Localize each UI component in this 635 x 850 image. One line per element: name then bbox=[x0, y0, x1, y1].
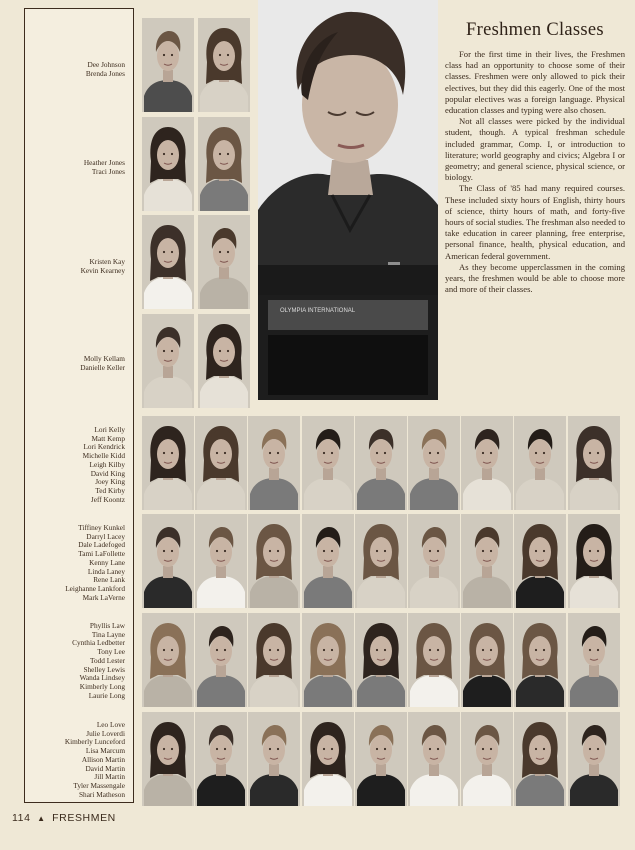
student-portrait bbox=[568, 416, 620, 510]
student-portrait bbox=[248, 416, 300, 510]
student-name: Todd Lester bbox=[90, 655, 125, 665]
student-name: Lisa Marcum bbox=[85, 746, 125, 756]
student-portrait bbox=[195, 416, 247, 510]
student-portrait bbox=[142, 613, 194, 707]
student-portrait bbox=[408, 712, 460, 806]
student-name: Kenny Lane bbox=[89, 557, 125, 567]
article bbox=[445, 20, 625, 295]
student-portrait bbox=[302, 514, 354, 608]
portrait-image bbox=[195, 613, 247, 707]
page-footer bbox=[12, 812, 116, 824]
portrait-image bbox=[142, 613, 194, 707]
student-portrait bbox=[568, 613, 620, 707]
portrait-image bbox=[142, 514, 194, 608]
portrait-image bbox=[302, 712, 354, 806]
student-name: Wanda Lindsey bbox=[79, 673, 125, 683]
portrait-image bbox=[461, 514, 513, 608]
student-name: Phyllis Law bbox=[89, 621, 125, 630]
student-name: Joey King bbox=[95, 477, 125, 487]
name-group-row4 bbox=[80, 355, 125, 372]
portrait-image bbox=[198, 215, 250, 309]
student-portrait bbox=[408, 416, 460, 510]
student-portrait bbox=[302, 613, 354, 707]
student-portrait bbox=[514, 712, 566, 806]
student-name: David Martin bbox=[85, 763, 125, 773]
portrait-image bbox=[355, 712, 407, 806]
student-name: Mark LaVerne bbox=[82, 592, 125, 602]
portrait-image bbox=[514, 613, 566, 707]
name-group-row1 bbox=[86, 61, 125, 78]
article-paragraph-4: As they become upperclassmen in the coming years, the freshmen would be able to choose more and more of their classes. bbox=[445, 261, 625, 295]
student-name: Kevin Kearney bbox=[80, 265, 125, 275]
student-portrait bbox=[514, 613, 566, 707]
student-name: Darryl Lacey bbox=[86, 531, 125, 541]
student-portrait bbox=[514, 514, 566, 608]
student-name: Leo Love bbox=[96, 720, 125, 729]
article-paragraph-1: For the first time in their lives, the Freshmen class had an opportunity to choose some of their classes. Freshmen were only allowed to pick their electives, but they did this eagerly. One of the most popular electives was a foreign language. Physical education classes and typing were also chosen. bbox=[445, 49, 625, 116]
article-paragraph-3: The Class of '85 had many required courses. These included sixty hours of English, thirty hours of science, thirty hours of math, and forty-five hours of social studies. The freshman also needed to take education in career planning, free enterprise, personal finance, health, physical education, and American federal government. bbox=[445, 183, 625, 261]
student-name: Julie Loverdi bbox=[86, 728, 125, 738]
student-portrait bbox=[142, 314, 194, 408]
name-group-row5 bbox=[83, 426, 125, 504]
student-portrait bbox=[355, 613, 407, 707]
name-group-row8 bbox=[65, 721, 125, 799]
student-portrait bbox=[355, 712, 407, 806]
portrait-image bbox=[198, 314, 250, 408]
portrait-image bbox=[408, 712, 460, 806]
portrait-image bbox=[248, 613, 300, 707]
portrait-image bbox=[248, 514, 300, 608]
portrait-image bbox=[568, 712, 620, 806]
student-name: Kimberly Lunceford bbox=[64, 737, 125, 747]
portrait-image bbox=[568, 613, 620, 707]
portrait-image bbox=[142, 314, 194, 408]
student-name: Ted Kirby bbox=[95, 485, 125, 495]
student-portrait bbox=[142, 117, 194, 211]
portrait-image bbox=[142, 416, 194, 510]
student-name: Heather Jones bbox=[83, 158, 125, 167]
student-portrait bbox=[198, 18, 250, 112]
student-name: Tina Layne bbox=[91, 629, 125, 639]
student-portrait bbox=[461, 613, 513, 707]
portrait-image bbox=[195, 514, 247, 608]
student-name: Danielle Keller bbox=[80, 362, 125, 372]
article-paragraph-2: Not all classes were picked by the individual student, though. A typical freshman schedule included grammar, Comp. I, or introduction to literature; world geography and civics; Algebra I or geometry; and general science, physical science, or biology. bbox=[445, 116, 625, 183]
portrait-image bbox=[408, 514, 460, 608]
portrait-image bbox=[514, 712, 566, 806]
student-portrait bbox=[198, 314, 250, 408]
portrait-image bbox=[355, 514, 407, 608]
student-name: Linda Laney bbox=[87, 566, 125, 576]
portrait-image bbox=[195, 712, 247, 806]
student-portrait bbox=[568, 712, 620, 806]
student-name: Brenda Jones bbox=[85, 68, 125, 78]
student-portrait bbox=[302, 416, 354, 510]
portrait-image bbox=[302, 416, 354, 510]
portrait-image bbox=[568, 514, 620, 608]
student-portrait bbox=[461, 712, 513, 806]
name-group-row3 bbox=[81, 258, 125, 275]
portrait-image bbox=[302, 514, 354, 608]
student-name: Tyler Massengale bbox=[73, 780, 125, 790]
student-name: Dale Ladefoged bbox=[78, 540, 125, 550]
student-portrait bbox=[355, 416, 407, 510]
portrait-image bbox=[408, 416, 460, 510]
student-name: Michelle Kidd bbox=[82, 451, 125, 461]
student-name: Matt Kemp bbox=[91, 433, 125, 443]
portrait-image bbox=[248, 416, 300, 510]
student-name: Jeff Koontz bbox=[90, 494, 125, 504]
portrait-image bbox=[302, 613, 354, 707]
portrait-image bbox=[355, 416, 407, 510]
article-title: Freshmen Classes bbox=[466, 20, 604, 40]
student-name: Allison Martin bbox=[81, 754, 125, 764]
student-name: Tiffiney Kunkel bbox=[78, 523, 125, 532]
portrait-image bbox=[355, 613, 407, 707]
student-portrait bbox=[195, 613, 247, 707]
student-portrait bbox=[248, 514, 300, 608]
portrait-image bbox=[461, 416, 513, 510]
name-group-row7 bbox=[72, 622, 125, 700]
student-name: Leigh Kilby bbox=[89, 459, 125, 469]
student-name: Shelley Lewis bbox=[83, 664, 125, 674]
student-name: Kristen Kay bbox=[89, 257, 125, 266]
student-name: Kimberly Long bbox=[79, 681, 125, 691]
typing-student-photo bbox=[258, 0, 438, 400]
portrait-image bbox=[461, 613, 513, 707]
portrait-image bbox=[461, 712, 513, 806]
student-portrait bbox=[302, 712, 354, 806]
student-portrait bbox=[142, 712, 194, 806]
name-panel bbox=[24, 8, 134, 803]
student-name: Tony Lee bbox=[97, 647, 125, 657]
student-portrait bbox=[142, 514, 194, 608]
student-portrait bbox=[568, 514, 620, 608]
student-name: Laurie Long bbox=[88, 690, 125, 700]
portrait-image bbox=[568, 416, 620, 510]
student-portrait bbox=[461, 514, 513, 608]
portrait-image bbox=[514, 514, 566, 608]
portrait-image bbox=[142, 117, 194, 211]
student-portrait bbox=[514, 416, 566, 510]
student-name: Traci Jones bbox=[91, 166, 125, 176]
student-name: Leighanne Lankford bbox=[65, 583, 125, 593]
student-name: Dee Johnson bbox=[87, 60, 125, 69]
student-name: Shari Matheson bbox=[78, 789, 125, 799]
page-number: 114 bbox=[12, 812, 31, 824]
student-portrait bbox=[355, 514, 407, 608]
student-portrait bbox=[198, 117, 250, 211]
portrait-image bbox=[514, 416, 566, 510]
student-name: Tami LaFollette bbox=[78, 549, 125, 559]
portrait-image bbox=[408, 613, 460, 707]
student-name: Rene Lank bbox=[93, 575, 125, 585]
name-group-row2 bbox=[84, 159, 125, 176]
student-name: David King bbox=[90, 468, 125, 478]
portrait-image bbox=[198, 117, 250, 211]
student-name: Lori Kendrick bbox=[83, 442, 125, 452]
student-portrait bbox=[195, 514, 247, 608]
student-name: Molly Kellam bbox=[83, 354, 125, 363]
portrait-image bbox=[195, 416, 247, 510]
student-portrait bbox=[142, 416, 194, 510]
portrait-image bbox=[142, 712, 194, 806]
student-name: Lori Kelly bbox=[94, 425, 125, 434]
student-portrait bbox=[142, 18, 194, 112]
student-portrait bbox=[408, 613, 460, 707]
portrait-image bbox=[248, 712, 300, 806]
portrait-image bbox=[198, 18, 250, 112]
student-portrait bbox=[142, 215, 194, 309]
student-portrait bbox=[408, 514, 460, 608]
student-portrait bbox=[198, 215, 250, 309]
section-title: FRESHMEN bbox=[52, 812, 116, 824]
machine-label: OLYMPIA INTERNATIONAL bbox=[280, 308, 356, 314]
student-name: Cynthia Ledbetter bbox=[72, 638, 125, 648]
name-group-row6 bbox=[65, 524, 125, 602]
triangle-icon: ▲ bbox=[37, 814, 46, 823]
student-portrait bbox=[195, 712, 247, 806]
portrait-image bbox=[142, 215, 194, 309]
student-portrait bbox=[248, 712, 300, 806]
portrait-image bbox=[142, 18, 194, 112]
student-portrait bbox=[248, 613, 300, 707]
feature-photo bbox=[258, 0, 438, 400]
student-portrait bbox=[461, 416, 513, 510]
student-name: Jill Martin bbox=[94, 772, 125, 782]
